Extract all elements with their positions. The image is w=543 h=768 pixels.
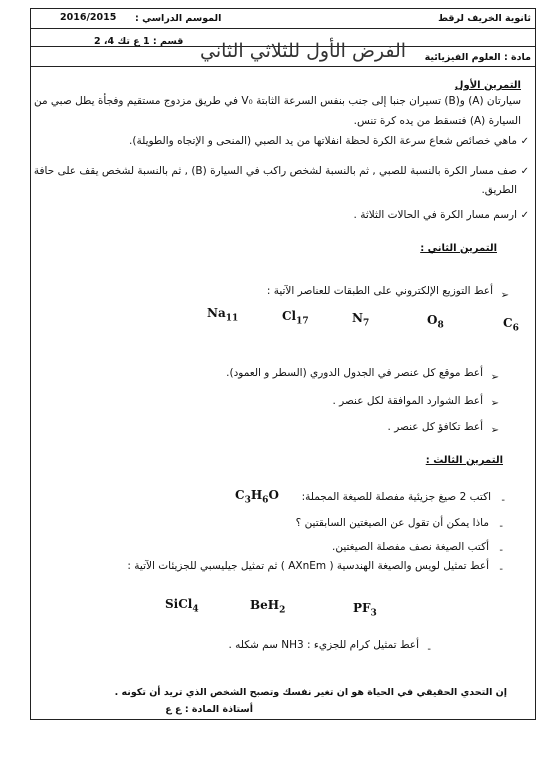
ex1-q1: ماهي خصائص شعاع سرعة الكرة لحظة انفلاتها من يد الصبي (المنحى و الإتجاه والطويلة). (129, 135, 517, 147)
ex2-q4: أعط تكافؤ كل عنصر . (387, 421, 483, 433)
ex2-q2: أعط موقع كل عنصر في الجدول الدوري (السطر و العمود). (226, 367, 483, 379)
ex3-q2: ماذا يمكن أن تقول عن الصيغتين السابقتين ؟ (295, 517, 489, 529)
ex1-q2-b: الطريق. (481, 184, 517, 196)
bullet-icon: - (499, 521, 503, 532)
ex1-title: التمرين الأول (454, 80, 521, 91)
bullet-icon: - (427, 644, 431, 655)
ex2-title: التمرين الثاني : (420, 243, 497, 254)
molecule-pf3: $PF_3$ (353, 601, 377, 619)
arrow-bullet-icon: ➢ (490, 398, 499, 409)
check-icon: ✓ (520, 210, 529, 221)
season-value: 2016/2015 (60, 12, 117, 23)
ex2-q1: أعط التوزيع الإلكتروني على الطبقات للعناصر الآتية : (266, 285, 493, 297)
subject: مادة : العلوم الفيزيائية (424, 52, 531, 63)
ex3-q3: أكتب الصيغة نصف مفصلة الصيغتين. (332, 541, 489, 553)
molecule-beh2: BeH$_2$ (250, 598, 286, 616)
bullet-icon: - (499, 545, 503, 556)
element-o: $O_8$ (427, 313, 444, 331)
check-icon: ✓ (520, 166, 529, 177)
class-info: قسم : 1 ع تك 4، 2 (94, 36, 184, 47)
element-cl: $Cl_{17}$ (282, 309, 309, 327)
ex1-q3: ارسم مسار الكرة في الحالات الثلاثة . (353, 209, 517, 221)
bullet-icon: - (501, 495, 505, 506)
ex3-q5: أعط تمثيل كرام للجزيء : NH3 سم شكله . (228, 639, 419, 651)
footer-quote: إن التحدي الحقيقي في الحياة هو ان تغير نفسك وتصبح الشخص الذي تريد أن تكونه . (114, 687, 507, 698)
ex1-intro-2: السيارة (A) فتسقط من يده كرة تنس. (353, 115, 521, 127)
ex1-q2-a: صف مسار الكرة بالنسبة للصبي , ثم بالنسبة لشخص راكب في السيارة (B) , ثم بالنسبة لشخص يقف على حافة (33, 165, 517, 177)
ex3-q4: أعط تمثيل لويس والصيغة الهندسية ( AXnEm ) ثم تمثيل جيليسبي للجزيئات الآتية : (127, 560, 489, 572)
arrow-bullet-icon: ➢ (490, 372, 499, 383)
ex3-title: التمرين الثالث : (425, 455, 503, 466)
ex2-q3: أعط الشوارد الموافقة لكل عنصر . (332, 395, 483, 407)
bullet-icon: - (499, 564, 503, 575)
school-name: ثانوية الخريف لرقط (438, 13, 531, 24)
season-label: الموسم الدراسي : (135, 13, 222, 24)
molecule-sicl4: SiCl$_4$ (165, 597, 199, 615)
ex3-q1: اكتب 2 صيغ جزيئية مفصلة للصيغة المجملة: (301, 491, 491, 503)
teacher-signature: أستاذة المادة : ع ع (165, 704, 253, 715)
ex1-intro-1: سيارتان (A) و(B) تسيران جنبا إلى جنب بنفس السرعة الثابتة V₀ في طريق مزدوج مستقيم وفجأة يطل صبي من (33, 95, 521, 107)
arrow-bullet-icon: ➢ (500, 290, 509, 301)
formula-c3h6o: $C_3H_6O$ (235, 488, 279, 506)
arrow-bullet-icon: ➢ (490, 425, 499, 436)
check-icon: ✓ (520, 136, 529, 147)
exam-title: الفرض الأول للثلاثي الثاني (200, 40, 407, 62)
element-c: $C_6$ (503, 316, 519, 334)
element-n: $N_7$ (352, 311, 370, 329)
element-na: $Na_{11}$ (207, 306, 239, 324)
